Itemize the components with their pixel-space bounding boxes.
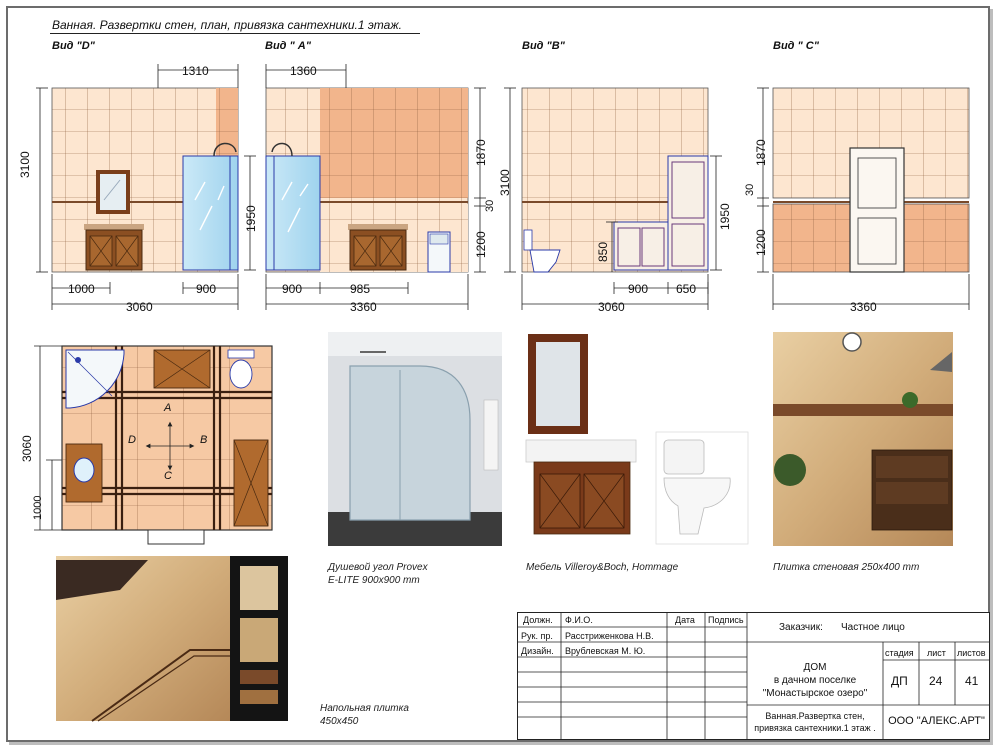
dim-b-counter: 850 xyxy=(596,241,610,262)
dim-a-left: 900 xyxy=(282,282,303,296)
plan-tall-cabinet xyxy=(234,440,268,526)
dim-c-width: 3360 xyxy=(850,300,877,314)
caption-floor-tile-line1: Напольная плитка xyxy=(320,703,409,714)
view-c-label: Вид " C" xyxy=(773,40,819,52)
tb-sheets-value: 41 xyxy=(965,674,979,688)
view-a-label: Вид " A" xyxy=(265,40,311,52)
plan-cabinet-top xyxy=(154,350,210,388)
view-d-elevation xyxy=(52,88,238,272)
tb-project-line1: ДОМ xyxy=(803,662,827,673)
plan-dir-a: A xyxy=(164,402,172,414)
plan-dir-d: D xyxy=(128,434,136,446)
view-c-elevation xyxy=(773,88,969,272)
tb-col-sign: Подпись xyxy=(708,615,744,625)
dim-d-width: 3060 xyxy=(126,300,153,314)
title-block xyxy=(517,612,990,740)
dim-c-band: 30 xyxy=(744,183,756,196)
dim-d-left: 1000 xyxy=(68,282,95,296)
view-b-elevation xyxy=(522,88,708,272)
tb-company: ООО "АЛЕКС.АРТ" xyxy=(888,715,985,727)
photo-shower-enclosure xyxy=(328,332,502,546)
tb-drawing-line1: Ванная.Развертка стен, xyxy=(765,711,865,721)
view-d-shower xyxy=(183,143,238,270)
tb-sheet-label: лист xyxy=(927,648,946,658)
dim-a-shower-height: 1950 xyxy=(244,205,258,232)
floor-plan xyxy=(62,346,272,544)
tb-row1-name: Расстриженкова Н.В. xyxy=(565,631,654,641)
dim-d-height: 3100 xyxy=(18,151,32,178)
tb-sheets-label: листов xyxy=(957,648,986,658)
view-a-shower xyxy=(266,143,320,270)
caption-furniture: Мебель Villeroy&Boch, Hommage xyxy=(526,562,679,573)
dim-a-lower: 1200 xyxy=(474,231,488,258)
tb-customer-label: Заказчик: xyxy=(779,622,823,633)
tb-col-role: Должн. xyxy=(523,615,553,625)
tb-row1-role: Рук. пр. xyxy=(521,631,553,641)
view-a-vanity xyxy=(348,224,408,270)
tb-row2-name: Врублевская М. Ю. xyxy=(565,646,646,656)
caption-floor-tile-line2: 450x450 xyxy=(320,716,359,727)
dim-d-right: 900 xyxy=(196,282,217,296)
dim-b-cabinet: 900 xyxy=(628,282,649,296)
dim-d-top: 1310 xyxy=(182,64,209,78)
tb-project-line2: в дачном поселке xyxy=(773,675,857,686)
plan-dir-c: C xyxy=(164,470,172,482)
dim-b-height: 3100 xyxy=(498,169,512,196)
caption-shower-line1: Душевой угол Provex xyxy=(328,562,428,573)
dim-b-width: 3060 xyxy=(598,300,625,314)
plan-dir-b: B xyxy=(200,434,208,446)
dim-b-tall-height: 1950 xyxy=(718,203,732,230)
view-a-accent-tiles xyxy=(320,88,468,198)
view-d-mirror xyxy=(96,170,130,214)
photo-vanity-furniture xyxy=(526,334,636,534)
sheet-title: Ванная. Развертки стен, план, привязка сантехники.1 этаж. xyxy=(52,18,402,32)
dim-c-lower: 1200 xyxy=(754,229,768,256)
plan-toilet xyxy=(228,350,254,388)
view-c-door xyxy=(850,148,904,272)
photo-wall-tile xyxy=(773,332,953,546)
dim-a-top: 1360 xyxy=(290,64,317,78)
dim-c-upper: 1870 xyxy=(754,139,768,166)
view-d-vanity xyxy=(84,224,144,270)
caption-wall-tile: Плитка стеновая 250x400 mm xyxy=(773,562,920,573)
plan-doorway xyxy=(148,530,204,544)
view-d-label: Вид "D" xyxy=(52,40,95,52)
view-b-tall-cabinet xyxy=(668,156,708,270)
dim-a-mid: 985 xyxy=(350,282,371,296)
photo-toilet xyxy=(656,432,748,544)
tb-sheet-value: 24 xyxy=(929,674,943,688)
view-a-elevation xyxy=(266,88,468,272)
tb-drawing-line2: привязка сантехники.1 этаж . xyxy=(754,723,876,733)
photo-floor-tile xyxy=(56,556,288,721)
tb-stage-value: ДП xyxy=(891,674,908,688)
view-a-toilet xyxy=(428,232,450,272)
caption-shower-line2: E-LITE 900x900 mm xyxy=(328,575,420,586)
tb-col-name: Ф.И.О. xyxy=(565,615,593,625)
dim-a-width: 3360 xyxy=(350,300,377,314)
tb-project-line3: "Монастырское озеро" xyxy=(762,688,868,699)
view-b-low-cabinet xyxy=(614,222,668,270)
tb-row2-role: Дизайн. xyxy=(521,646,554,656)
dim-a-upper: 1870 xyxy=(474,139,488,166)
plan-vanity xyxy=(66,444,102,502)
dim-b-tall: 650 xyxy=(676,282,697,296)
dim-a-band: 30 xyxy=(484,199,496,212)
tb-customer-value: Частное лицо xyxy=(841,622,905,633)
view-b-label: Вид "B" xyxy=(522,40,565,52)
plan-dim-height: 3060 xyxy=(20,435,34,462)
tb-col-date: Дата xyxy=(675,615,695,625)
plan-dim-vanity: 1000 xyxy=(32,495,44,520)
tb-stage-label: стадия xyxy=(885,648,914,658)
